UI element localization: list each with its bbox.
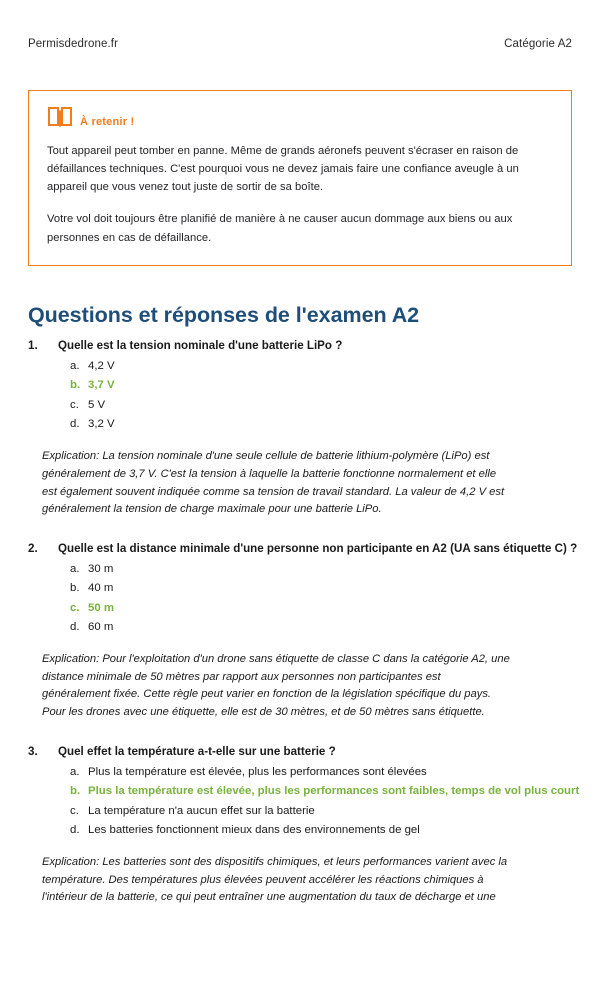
option-text: 30 m: [88, 562, 114, 575]
explanation-line: généralement de 3,7 V. C'est la tension à laquelle la batterie fonctionne normalement et elle: [42, 467, 497, 480]
callout-paragraph-2: Votre vol doit toujours être planifié de manière à ne causer aucun dommage aux biens ou aux personnes en cas de défaillance.: [47, 213, 513, 244]
explanation-line: Explication: Pour l'exploitation d'un drone sans étiquette de classe C dans la catégorie A2, une: [42, 653, 510, 666]
option-row[interactable]: [70, 356, 600, 375]
option-list: [70, 559, 600, 637]
option-letter: a.: [70, 359, 80, 372]
option-row-correct[interactable]: [70, 598, 600, 617]
option-letter: c.: [70, 601, 80, 614]
question-block: [28, 541, 600, 722]
option-letter: a.: [70, 765, 80, 778]
option-letter: b.: [70, 582, 80, 595]
option-text: La température n'a aucun effet sur la batterie: [88, 804, 315, 817]
option-letter: b.: [70, 379, 81, 392]
option-text: 3,7 V: [88, 379, 115, 392]
page-title: Questions et réponses de l'examen A2: [28, 303, 420, 327]
question-list: [28, 338, 600, 907]
option-text: Plus la température est élevée, plus les performances sont faibles, temps de vol plus court: [88, 785, 580, 798]
explanation: [42, 651, 600, 722]
explanation: [42, 854, 600, 907]
question-heading: [28, 338, 600, 354]
question-heading: [28, 541, 600, 557]
option-text: 40 m: [88, 582, 114, 595]
category-label: Catégorie A2: [504, 38, 572, 50]
option-text: 60 m: [88, 621, 114, 634]
block-spacer: [28, 519, 600, 541]
block-spacer: [28, 722, 600, 744]
option-row-correct[interactable]: [70, 376, 600, 395]
question-text: Quelle est la distance minimale d'une personne non participante en A2 (UA sans étiquette C) ?: [58, 541, 578, 555]
running-header: [28, 38, 572, 50]
option-letter: d.: [70, 621, 80, 634]
explanation-line: est également souvent indiquée comme sa tension de travail standard. La valeur de 4,2 V est: [42, 485, 505, 498]
question-number: 2.: [28, 541, 38, 555]
option-row[interactable]: [70, 821, 600, 840]
option-letter: d.: [70, 418, 80, 431]
option-text: Plus la température est élevée, plus les performances sont élevées: [88, 765, 427, 778]
question-block: [28, 744, 600, 907]
option-letter: b.: [70, 785, 81, 798]
option-list: [70, 762, 600, 840]
option-letter: c.: [70, 804, 79, 817]
question-text: Quel effet la température a-t-elle sur une batterie ?: [58, 744, 336, 758]
question-number: 1.: [28, 339, 38, 352]
option-row[interactable]: [70, 415, 600, 434]
option-row[interactable]: [70, 801, 600, 820]
option-letter: d.: [70, 824, 80, 836]
explanation-line: l'intérieur de la batterie, ce qui peut entraîner une augmentation du taux de décharge et une: [42, 891, 496, 904]
option-row[interactable]: [70, 395, 600, 414]
callout-header: [47, 105, 553, 129]
explanation-line: généralement fixée. Cette règle peut varier en fonction de la législation spécifique du pays.: [42, 688, 492, 701]
option-row[interactable]: [70, 762, 600, 781]
option-text: 4,2 V: [88, 359, 115, 372]
option-row[interactable]: [70, 559, 600, 578]
option-row[interactable]: [70, 618, 600, 637]
callout-title: À retenir !: [80, 116, 135, 128]
explanation: [42, 448, 600, 519]
remember-callout: [28, 90, 572, 266]
site-name: Permisdedrone.fr: [28, 38, 119, 50]
question-block: [28, 338, 600, 519]
question-heading: [28, 744, 600, 760]
option-text: Les batteries fonctionnent mieux dans des environnements de gel: [88, 824, 420, 836]
option-row-correct[interactable]: [70, 782, 600, 801]
option-text: 5 V: [88, 398, 106, 411]
question-text: Quelle est la tension nominale d'une batterie LiPo ?: [58, 339, 343, 352]
explanation-line: Explication: La tension nominale d'une seule cellule de batterie lithium-polymère (LiPo) est: [42, 450, 490, 463]
open-book-icon: [47, 105, 73, 129]
option-text: 3,2 V: [88, 418, 115, 431]
question-number: 3.: [28, 744, 38, 758]
callout-paragraph-1: Tout appareil peut tomber en panne. Même de grands aéronefs peuvent s'écraser en raison de défaillances techniques. C'est pourquoi vous ne devez jamais faire une confiance aveugle à un appareil que vous venez tout juste de sortir de sa boîte.: [47, 145, 519, 194]
explanation-line: distance minimale de 50 mètres par rapport aux personnes non participantes est: [42, 670, 441, 683]
option-list: [70, 356, 600, 434]
option-letter: a.: [70, 562, 80, 575]
explanation-line: température. Des températures plus élevées peuvent accélérer les réactions chimiques à: [42, 873, 484, 886]
explanation-line: généralement la tension de charge maximale pour une batterie LiPo.: [42, 503, 382, 516]
explanation-line: Pour les drones avec une étiquette, elle est de 30 mètres, et de 50 mètres sans étiquette.: [42, 706, 485, 719]
explanation-line: Explication: Les batteries sont des dispositifs chimiques, et leurs performances varient avec la: [42, 855, 508, 868]
option-letter: c.: [70, 398, 79, 411]
option-text: 50 m: [88, 601, 114, 614]
option-row[interactable]: [70, 579, 600, 598]
